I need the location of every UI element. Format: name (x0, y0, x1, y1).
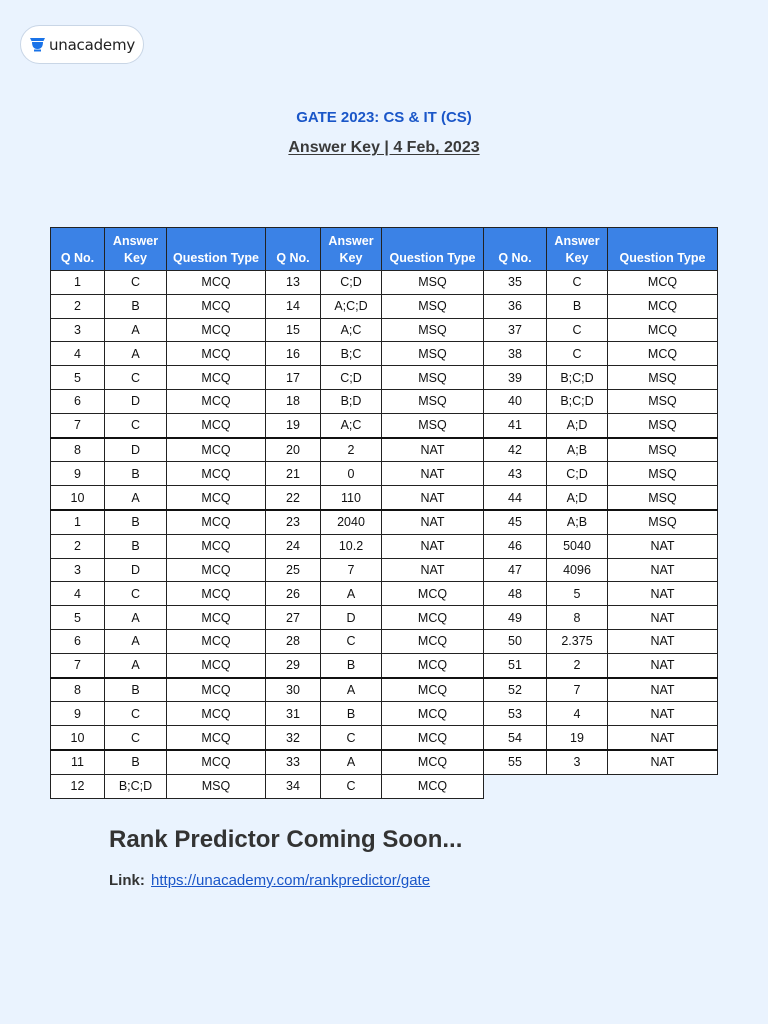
table-cell: 10 (51, 486, 105, 510)
table-cell: MSQ (382, 366, 484, 390)
table-cell: C (321, 774, 382, 798)
table-cell: A;B (547, 438, 608, 462)
table-cell: MSQ (382, 318, 484, 342)
rank-predictor-heading: Rank Predictor Coming Soon... (109, 826, 463, 853)
table-cell: A (321, 750, 382, 774)
table-cell: C (105, 271, 167, 295)
table-cell: MSQ (382, 294, 484, 318)
table-cell: MSQ (382, 413, 484, 437)
table-cell: 44 (484, 486, 547, 510)
table-cell: 5 (51, 366, 105, 390)
table-cell: NAT (608, 653, 718, 677)
table-cell: MCQ (167, 366, 266, 390)
table-cell: 5040 (547, 534, 608, 558)
table-cell: 4 (51, 582, 105, 606)
table-cell: C (321, 726, 382, 750)
table-cell: NAT (382, 534, 484, 558)
table-cell: 15 (266, 318, 321, 342)
table-cell: MCQ (167, 510, 266, 534)
table-cell: 40 (484, 389, 547, 413)
table-cell: NAT (608, 534, 718, 558)
table-cell: MCQ (167, 750, 266, 774)
table-cell: 41 (484, 413, 547, 437)
table-cell: 29 (266, 653, 321, 677)
table-cell: A (105, 318, 167, 342)
table-cell: C;D (321, 366, 382, 390)
table-cell: MCQ (167, 629, 266, 653)
table-cell: MCQ (167, 294, 266, 318)
table-cell: 110 (321, 486, 382, 510)
table-cell: MSQ (608, 462, 718, 486)
table-cell: 28 (266, 629, 321, 653)
table-cell: B (105, 534, 167, 558)
table-cell: 3 (547, 750, 608, 774)
table-cell: MCQ (167, 534, 266, 558)
table-row (51, 510, 718, 534)
table-cell: 5 (547, 582, 608, 606)
column-header: Question Type (167, 228, 266, 271)
table-cell: 31 (266, 702, 321, 726)
table-cell: MCQ (167, 653, 266, 677)
table-cell: 42 (484, 438, 547, 462)
table-row (51, 438, 718, 462)
table-cell: 34 (266, 774, 321, 798)
table-cell: MSQ (608, 486, 718, 510)
table-cell: A (321, 582, 382, 606)
table-row (51, 702, 718, 726)
table-cell: C (321, 629, 382, 653)
table-cell: 7 (321, 558, 382, 582)
table-cell: B (321, 702, 382, 726)
column-header: Question Type (382, 228, 484, 271)
table-row (51, 558, 718, 582)
table-cell: MCQ (608, 294, 718, 318)
table-cell: MCQ (167, 318, 266, 342)
table-row (51, 774, 718, 798)
table-row (51, 413, 718, 437)
table-cell: B;C;D (547, 389, 608, 413)
table-cell: 2.375 (547, 629, 608, 653)
table-cell: 20 (266, 438, 321, 462)
table-row (51, 271, 718, 295)
table-cell: 1 (51, 271, 105, 295)
table-row (51, 629, 718, 653)
table-cell: C (105, 702, 167, 726)
column-header: Q No. (266, 228, 321, 271)
table-cell: MCQ (382, 582, 484, 606)
table-cell: 4 (547, 702, 608, 726)
table-cell: 9 (51, 702, 105, 726)
table-cell: NAT (382, 438, 484, 462)
column-header: Q No. (51, 228, 105, 271)
table-cell: D (321, 606, 382, 630)
table-cell: B;D (321, 389, 382, 413)
table-cell: A;C;D (321, 294, 382, 318)
link-label: Link: (109, 872, 145, 889)
table-body (51, 271, 718, 799)
table-cell: A (321, 678, 382, 702)
table-cell: C (105, 582, 167, 606)
table-cell: 52 (484, 678, 547, 702)
table-cell: 7 (51, 413, 105, 437)
table-cell: 23 (266, 510, 321, 534)
table-cell: MCQ (382, 653, 484, 677)
table-cell: MSQ (382, 271, 484, 295)
table-cell: 11 (51, 750, 105, 774)
table-cell: NAT (608, 726, 718, 750)
link-row (109, 872, 430, 889)
table-cell: MCQ (382, 774, 484, 798)
table-cell: A;C (321, 318, 382, 342)
table-cell: 32 (266, 726, 321, 750)
table-cell: MCQ (167, 389, 266, 413)
table-cell: 55 (484, 750, 547, 774)
table-cell: A;D (547, 413, 608, 437)
table-cell: MSQ (608, 413, 718, 437)
table-cell: MCQ (382, 629, 484, 653)
table-row (51, 342, 718, 366)
table-cell: MCQ (167, 271, 266, 295)
table-cell: 43 (484, 462, 547, 486)
table-cell: 19 (266, 413, 321, 437)
table-cell: MCQ (167, 342, 266, 366)
table-cell: 45 (484, 510, 547, 534)
table-cell: 14 (266, 294, 321, 318)
table-row (51, 366, 718, 390)
table-cell: C (547, 318, 608, 342)
table-cell: B (105, 678, 167, 702)
table-cell: 51 (484, 653, 547, 677)
table-row (51, 678, 718, 702)
table-row (51, 653, 718, 677)
table-cell: NAT (382, 510, 484, 534)
table-cell: B (321, 653, 382, 677)
empty-cell (608, 774, 718, 798)
table-cell: D (105, 558, 167, 582)
table-cell: 1 (51, 510, 105, 534)
table-cell: A;C (321, 413, 382, 437)
table-cell: 38 (484, 342, 547, 366)
table-cell: A (105, 629, 167, 653)
table-cell: 8 (51, 438, 105, 462)
table-cell: 47 (484, 558, 547, 582)
table-cell: 7 (547, 678, 608, 702)
table-cell: MCQ (382, 750, 484, 774)
table-cell: 17 (266, 366, 321, 390)
table-cell: C;D (321, 271, 382, 295)
table-cell: MCQ (167, 702, 266, 726)
table-cell: C (105, 726, 167, 750)
table-cell: 39 (484, 366, 547, 390)
table-cell: C (547, 271, 608, 295)
column-header: Question Type (608, 228, 718, 271)
table-cell: MCQ (382, 702, 484, 726)
table-cell: MCQ (167, 438, 266, 462)
table-cell: 4096 (547, 558, 608, 582)
table-cell: MSQ (608, 366, 718, 390)
table-cell: D (105, 438, 167, 462)
table-cell: MCQ (608, 271, 718, 295)
table-cell: 5 (51, 606, 105, 630)
page-subtitle: Answer Key | 4 Feb, 2023 (288, 139, 480, 156)
table-cell: 21 (266, 462, 321, 486)
table-cell: B (105, 510, 167, 534)
table-cell: A;D (547, 486, 608, 510)
table-cell: A (105, 486, 167, 510)
table-cell: 6 (51, 389, 105, 413)
table-cell: 13 (266, 271, 321, 295)
table-cell: MSQ (382, 342, 484, 366)
column-header: Answer Key (321, 228, 382, 271)
table-cell: MCQ (608, 318, 718, 342)
column-header: Answer Key (547, 228, 608, 271)
table-cell: B (105, 462, 167, 486)
table-cell: MCQ (167, 486, 266, 510)
table-cell: MSQ (608, 389, 718, 413)
table-cell: MSQ (167, 774, 266, 798)
table-cell: B (105, 750, 167, 774)
table-cell: NAT (608, 629, 718, 653)
table-cell: C (547, 342, 608, 366)
table-cell: NAT (608, 678, 718, 702)
table-cell: 2 (51, 534, 105, 558)
table-cell: 53 (484, 702, 547, 726)
table-cell: 8 (547, 606, 608, 630)
table-cell: 48 (484, 582, 547, 606)
table-cell: 49 (484, 606, 547, 630)
table-cell: 35 (484, 271, 547, 295)
empty-cell (484, 774, 547, 798)
table-row (51, 582, 718, 606)
column-header: Q No. (484, 228, 547, 271)
table-cell: B;C;D (105, 774, 167, 798)
answer-key-table (50, 227, 718, 799)
table-cell: 36 (484, 294, 547, 318)
table-cell: A;B (547, 510, 608, 534)
table-cell: MCQ (167, 582, 266, 606)
table-cell: 3 (51, 318, 105, 342)
table-cell: MCQ (382, 606, 484, 630)
table-cell: 2 (321, 438, 382, 462)
table-cell: NAT (382, 486, 484, 510)
table-cell: 2040 (321, 510, 382, 534)
table-cell: 3 (51, 558, 105, 582)
table-cell: B (105, 294, 167, 318)
table-cell: B;C (321, 342, 382, 366)
table-cell: B;C;D (547, 366, 608, 390)
table-cell: 30 (266, 678, 321, 702)
unacademy-logo[interactable] (20, 25, 144, 64)
table-cell: NAT (382, 462, 484, 486)
table-cell: MCQ (167, 413, 266, 437)
table-cell: MCQ (167, 558, 266, 582)
table-cell: 18 (266, 389, 321, 413)
table-cell: C (105, 366, 167, 390)
page-title: GATE 2023: CS & IT (CS) (296, 109, 472, 126)
table-row (51, 389, 718, 413)
table-cell: 0 (321, 462, 382, 486)
table-cell: 10 (51, 726, 105, 750)
table-cell: 46 (484, 534, 547, 558)
table-cell: MCQ (382, 678, 484, 702)
rank-predictor-link[interactable]: https://unacademy.com/rankpredictor/gate (151, 872, 431, 889)
table-cell: 25 (266, 558, 321, 582)
table-cell: NAT (608, 606, 718, 630)
table-cell: 7 (51, 653, 105, 677)
table-cell: 16 (266, 342, 321, 366)
table-cell: MCQ (608, 342, 718, 366)
table-cell: 8 (51, 678, 105, 702)
table-cell: MCQ (167, 726, 266, 750)
table-cell: MCQ (167, 606, 266, 630)
table-cell: MCQ (382, 726, 484, 750)
logo-text: unacademy (48, 35, 136, 54)
table-row (51, 318, 718, 342)
table-row (51, 462, 718, 486)
table-cell: A (105, 606, 167, 630)
table-cell: 2 (51, 294, 105, 318)
table-cell: MCQ (167, 462, 266, 486)
table-row (51, 534, 718, 558)
table-header-row (51, 228, 718, 271)
table-cell: A (105, 342, 167, 366)
table-cell: 2 (547, 653, 608, 677)
table-cell: 6 (51, 629, 105, 653)
table-cell: 27 (266, 606, 321, 630)
table-cell: MSQ (382, 389, 484, 413)
table-cell: 10.2 (321, 534, 382, 558)
table-cell: A (105, 653, 167, 677)
table-cell: 19 (547, 726, 608, 750)
table-cell: 26 (266, 582, 321, 606)
table-cell: MSQ (608, 438, 718, 462)
table-row (51, 294, 718, 318)
table-cell: 37 (484, 318, 547, 342)
table-cell: 12 (51, 774, 105, 798)
table-cell: C (105, 413, 167, 437)
table-row (51, 606, 718, 630)
table-cell: MCQ (167, 678, 266, 702)
table-row (51, 750, 718, 774)
table-row (51, 486, 718, 510)
table-row (51, 726, 718, 750)
table-cell: MSQ (608, 510, 718, 534)
table-cell: NAT (608, 750, 718, 774)
table-cell: 54 (484, 726, 547, 750)
table-cell: 22 (266, 486, 321, 510)
empty-cell (547, 774, 608, 798)
table-cell: NAT (382, 558, 484, 582)
table-cell: C;D (547, 462, 608, 486)
table-cell: NAT (608, 702, 718, 726)
table-cell: 50 (484, 629, 547, 653)
table-cell: 9 (51, 462, 105, 486)
unacademy-logo-icon (29, 37, 46, 52)
table-cell: B (547, 294, 608, 318)
table-cell: NAT (608, 582, 718, 606)
table-cell: 33 (266, 750, 321, 774)
table-cell: D (105, 389, 167, 413)
table-cell: NAT (608, 558, 718, 582)
column-header: Answer Key (105, 228, 167, 271)
table-cell: 4 (51, 342, 105, 366)
table-cell: 24 (266, 534, 321, 558)
